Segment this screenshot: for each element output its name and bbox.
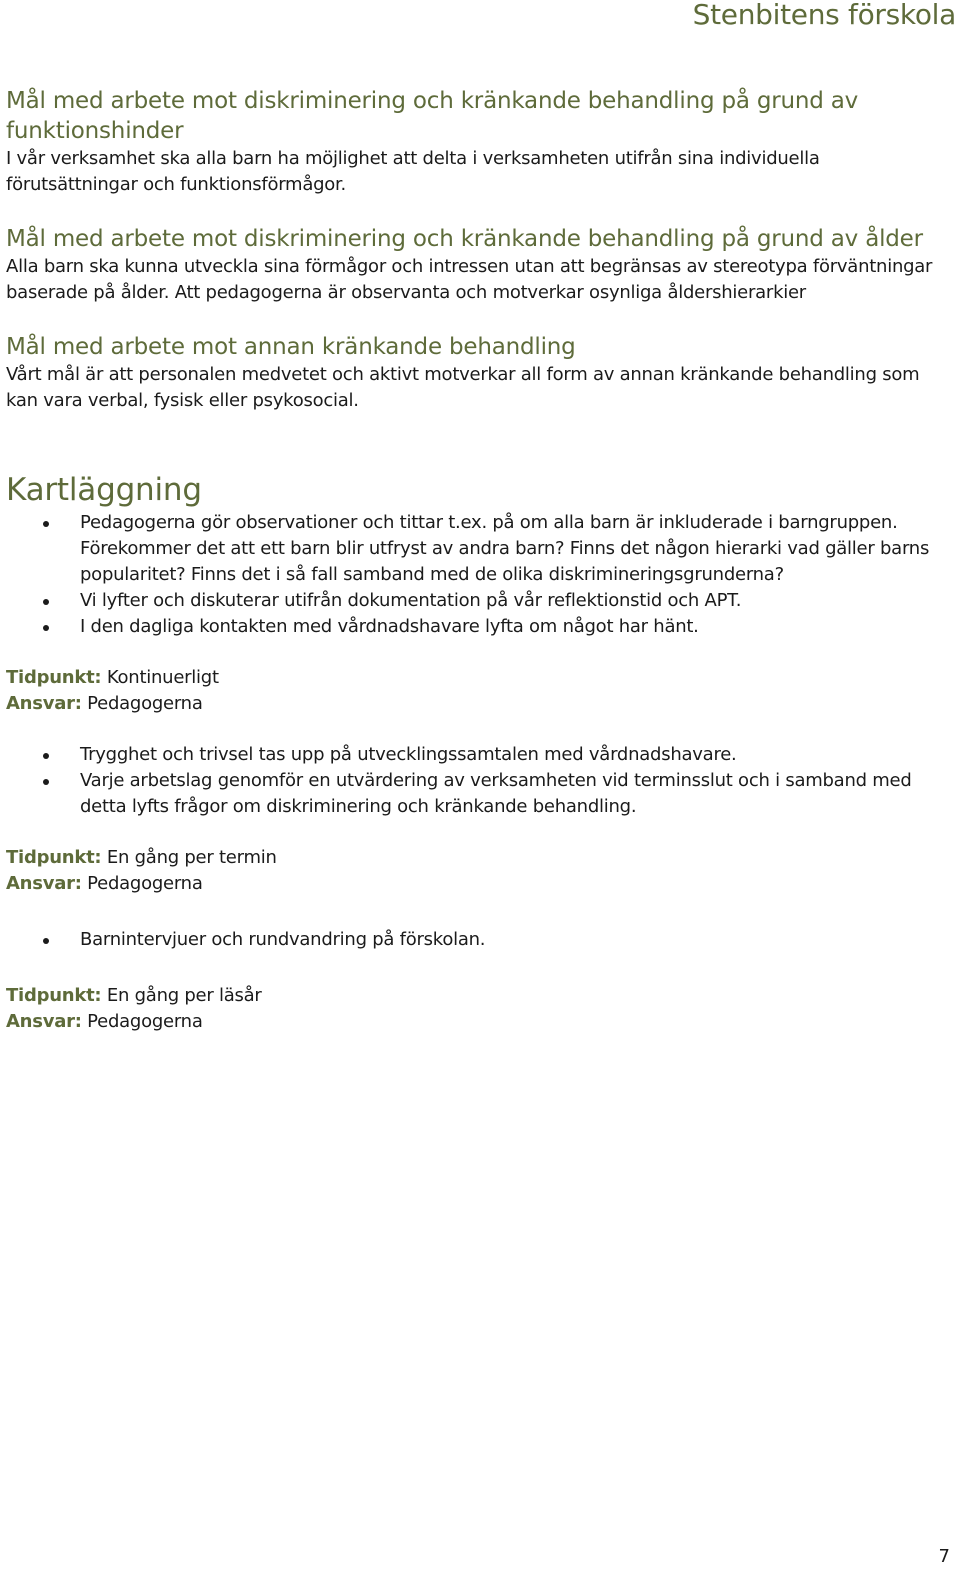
bullet-list (6, 510, 954, 640)
list-item-text: Pedagogerna gör observationer och tittar t.ex. på om alla barn är inkluderade i barngruppen. Förekommer det att ett barn blir utfryst av andra barn? Finns det någon hierarki vad gäller barns popularitet? Finns det i så fall samband med de olika diskrimineringsgrunderna? (80, 512, 930, 585)
list-item-text: Vi lyfter och diskuterar utifrån dokumentation på vår reflektionstid och APT. (80, 590, 742, 611)
tidpunkt-line (6, 983, 954, 1009)
list-item (6, 588, 954, 614)
tidpunkt-line (6, 665, 954, 691)
bullet-icon (43, 599, 49, 605)
section-body: Vårt mål är att personalen medvetet och aktivt motverkar all form av annan kränkande behandling som kan vara verbal, fysisk eller psykosocial. (6, 364, 920, 411)
bullet-icon (43, 521, 49, 527)
ansvar-label: Ansvar: (6, 693, 82, 714)
section-title: Mål med arbete mot diskriminering och kränkande behandling på grund av funktionshinder (6, 88, 859, 144)
list-item (6, 614, 954, 640)
bullet-icon (43, 779, 49, 785)
section-body: I vår verksamhet ska alla barn ha möjlighet att delta i verksamheten utifrån sina individuella förutsättningar och funktionsförmågor. (6, 148, 820, 195)
tidpunkt-line (6, 845, 954, 871)
list-item-text: Barnintervjuer och rundvandring på förskolan. (80, 929, 486, 950)
bullet-icon (43, 938, 49, 944)
list-item-text: I den dagliga kontakten med vårdnadshavare lyfta om något har hänt. (80, 616, 699, 637)
section-title: Mål med arbete mot annan kränkande behandling (6, 334, 576, 360)
tidpunkt-value: Kontinuerligt (106, 667, 219, 688)
list-item (6, 510, 954, 588)
tidpunkt-label: Tidpunkt: (6, 847, 102, 868)
list-item-text: Varje arbetslag genomför en utvärdering av verksamheten vid terminsslut och i samband med detta lyfts frågor om diskriminering och kränkande behandling. (80, 770, 912, 817)
ansvar-value: Pedagogerna (87, 873, 203, 894)
document-content (6, 86, 954, 1035)
list-item (6, 927, 954, 953)
bullet-list (6, 742, 954, 820)
tidpunkt-value: En gång per läsår (106, 985, 262, 1006)
goal-section-alder (6, 224, 954, 306)
list-item-text: Trygghet och trivsel tas upp på utvecklingssamtalen med vårdnadshavare. (80, 744, 737, 765)
ansvar-value: Pedagogerna (87, 1011, 203, 1032)
ansvar-value: Pedagogerna (87, 693, 203, 714)
ansvar-label: Ansvar: (6, 1011, 82, 1032)
goal-section-funktionshinder (6, 86, 954, 198)
page-number: 7 (938, 1546, 950, 1567)
list-item (6, 742, 954, 768)
ansvar-line (6, 691, 954, 717)
kartlaggning-heading: Kartläggning (6, 472, 202, 508)
tidpunkt-label: Tidpunkt: (6, 985, 102, 1006)
document-header-title: Stenbitens förskola (692, 0, 956, 31)
goal-section-annan-krankande (6, 332, 954, 414)
ansvar-line (6, 1009, 954, 1035)
list-item (6, 768, 954, 820)
tidpunkt-label: Tidpunkt: (6, 667, 102, 688)
section-body: Alla barn ska kunna utveckla sina förmågor och intressen utan att begränsas av stereotypa förväntningar baserade på ålder. Att pedagogerna är observanta och motverkar osynliga åldershierarkier (6, 256, 933, 303)
section-title: Mål med arbete mot diskriminering och kränkande behandling på grund av ålder (6, 226, 923, 252)
bullet-icon (43, 625, 49, 631)
bullet-icon (43, 753, 49, 759)
ansvar-label: Ansvar: (6, 873, 82, 894)
bullet-list (6, 927, 954, 953)
tidpunkt-value: En gång per termin (106, 847, 277, 868)
ansvar-line (6, 871, 954, 897)
